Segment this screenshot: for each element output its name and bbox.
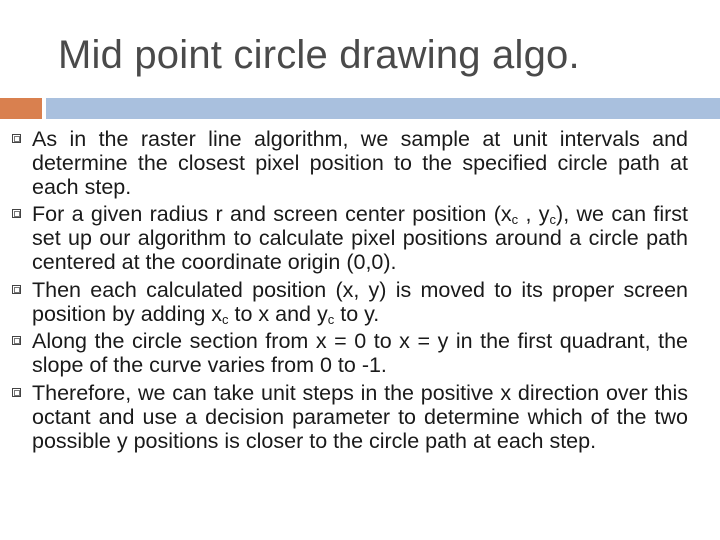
bullet-text: , y <box>518 202 550 227</box>
bullet-item-2 <box>0 203 688 274</box>
square-bullet-icon <box>12 134 21 143</box>
bullet-text: ), we can first set up our algorithm to calculate pixel positions around a circle path centered at the coordinate origin (0,0). <box>32 202 689 274</box>
subscript-c: c <box>327 311 335 327</box>
bullet-text: Along the circle section from x = 0 to x = y in the first quadrant, the slope of the curve varies from 0 to -1. <box>32 329 688 378</box>
square-bullet-icon <box>12 285 21 294</box>
square-bullet-icon <box>12 388 21 397</box>
accent-bar-blue <box>46 98 720 119</box>
bullet-text: Therefore, we can take unit steps in the positive x direction over this octant and use a decision parameter to determine which of the two possible y positions is closer to the circle path at each step. <box>32 380 688 453</box>
bullet-item-5 <box>0 382 688 453</box>
subscript-c: c <box>549 212 557 228</box>
subscript-c: c <box>222 311 229 327</box>
bullet-text: to x and y <box>228 301 328 326</box>
subscript-c: c <box>511 212 519 228</box>
bullet-item-1 <box>0 128 688 199</box>
bullet-item-4 <box>0 330 688 378</box>
bullet-text: Then each calculated position (x, y) is moved to its proper screen position by adding x <box>32 277 688 326</box>
bullet-text: As in the raster line algorithm, we sample at unit intervals and determine the closest pixel position to the specified circle path at each step. <box>32 127 688 199</box>
accent-bar-orange <box>0 98 42 119</box>
bullet-item-3 <box>0 279 688 327</box>
square-bullet-icon <box>12 336 21 345</box>
square-bullet-icon <box>12 209 21 218</box>
bullet-text: to y. <box>334 301 380 326</box>
bullet-text: For a given radius r and screen center position (x <box>32 202 512 227</box>
slide-title: Mid point circle drawing algo. <box>58 33 580 77</box>
bullet-list <box>0 128 720 457</box>
